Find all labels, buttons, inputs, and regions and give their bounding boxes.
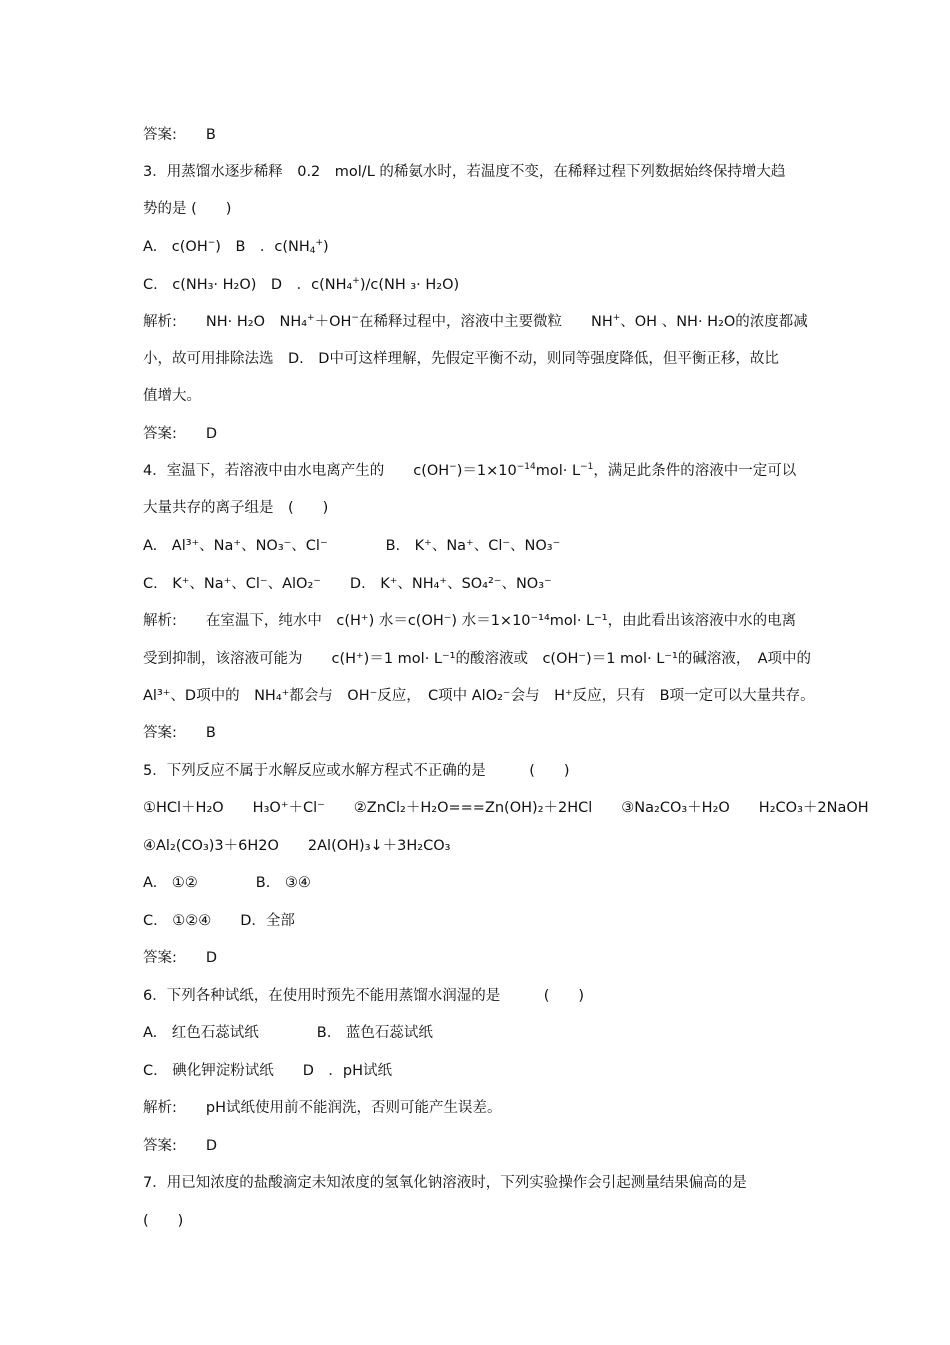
explanation-text: 值增大。 [143, 388, 201, 404]
superscript: −14 [516, 462, 536, 472]
question-4-stem-cont [143, 498, 328, 518]
question-4-explanation-cont [143, 649, 811, 669]
question-6-stem [143, 986, 584, 1006]
question-5-equations-cont [143, 836, 450, 856]
question-text: )＝1×10 [456, 463, 517, 479]
question-3-explanation-cont [143, 349, 779, 369]
question-4-explanation [143, 611, 796, 631]
answer-text: 答案: B [143, 127, 216, 143]
option-text: A. c(OH [143, 239, 208, 255]
option-text: A. ①② B. ③④ [143, 875, 311, 891]
option-text: )/c(NH ₃· H₂O) [359, 277, 460, 293]
superscript: − [351, 313, 359, 323]
option-text: A. Al³⁺、Na⁺、NO₃⁻、Cl⁻ B. K⁺、Na⁺、Cl⁻、NO₃⁻ [143, 538, 561, 554]
question-4-explanation-cont2 [143, 686, 815, 706]
option-text: ) [323, 239, 329, 255]
question-4-stem [143, 461, 796, 481]
question-6-options-cd [143, 1061, 392, 1081]
question-text: ，满足此条件的溶液中一定可以 [593, 463, 797, 479]
equation-text: ④Al₂(CO₃)3＋6H2O 2Al(OH)₃↓＋3H₂CO₃ [143, 838, 451, 854]
question-5-options-cd [143, 911, 295, 931]
question-3-explanation [143, 312, 808, 332]
question-3-answer [143, 424, 217, 444]
superscript: + [315, 238, 324, 248]
explanation-text: 、OH 、NH· H₂O的浓度都减 [620, 314, 808, 330]
question-4-answer [143, 723, 216, 743]
answer-text: 答案: D [143, 950, 218, 966]
question-7-stem [143, 1173, 747, 1193]
superscript: −1 [580, 462, 594, 472]
question-5-equations [143, 798, 869, 818]
question-4-options-ab [143, 536, 560, 556]
question-7-stem-cont [143, 1211, 183, 1231]
explanation-text: 解析: 在室温下，纯水中 c(H⁺) 水＝c(OH⁻) 水＝1×10⁻¹⁴mol· L⁻¹，由此看出该溶液中水的电离 [143, 613, 797, 629]
question-5-answer [143, 948, 217, 968]
question-text: 势的是 ( ) [143, 201, 232, 217]
question-text: 3．用蒸馏水逐步稀释 0.2 mol/L 的稀氨水时，若温度不变，在稀释过程下列数据始终保持增大趋 [143, 164, 786, 180]
option-text: C. ①②④ D．全部 [143, 913, 295, 929]
explanation-text: ＋OH [314, 314, 352, 330]
answer-text: 答案: D [143, 426, 218, 442]
question-text: 5．下列反应不属于水解反应或水解方程式不正确的是 ( ) [143, 763, 570, 779]
explanation-text: Al³⁺、D项中的 NH₄⁺都会与 OH⁻反应， C项中 AlO₂⁻会与 H⁺反应，只有 B项一定可以大量共存。 [143, 688, 815, 704]
question-3-options-ab: A. c(OH−) B ．$c(NH_4^+)$ [143, 238, 329, 256]
explanation-text: 小，故可用排除法选 D. D中可这样理解，先假定平衡不动，则同等强度降低，但平衡正移，故比 [143, 351, 779, 367]
option-text: C. 碘化钾淀粉试纸 D ．pH试纸 [143, 1063, 393, 1079]
question-6-options-ab [143, 1023, 433, 1043]
superscript: − [207, 238, 216, 248]
answer-line [143, 125, 216, 145]
option-text: ) B ．c(NH [215, 239, 310, 255]
equation-text: ①HCl＋H₂O H₃O⁺＋Cl⁻ ②ZnCl₂＋H₂O===Zn(OH)₂＋2HCl ③Na₂CO₃＋H₂O H₂CO₃＋2NaOH [143, 800, 869, 816]
question-5-stem [143, 761, 570, 781]
superscript: − [449, 462, 457, 472]
question-text: 7．用已知浓度的盐酸滴定未知浓度的氢氧化钠溶液时，下列实验操作会引起测量结果偏高的是 [143, 1175, 747, 1191]
explanation-text: 受到抑制，该溶液可能为 c(H⁺)＝1 mol· L⁻¹的酸溶液或 c(OH⁻)＝1 mol· L⁻¹的碱溶液， A项中的 [143, 651, 812, 667]
question-3-explanation-cont2 [143, 386, 201, 406]
option-text: C. c(NH₃· H₂O) D ．c(NH₄ [143, 277, 353, 293]
superscript: + [612, 313, 621, 323]
superscript: + [307, 313, 315, 323]
option-text: C. K⁺、Na⁺、Cl⁻、AlO₂⁻ D. K⁺、NH₄⁺、SO₄²⁻、NO₃⁻ [143, 576, 552, 592]
answer-text: 答案: D [143, 1138, 218, 1154]
superscript: + [352, 276, 360, 286]
question-3-stem-cont [143, 199, 231, 219]
question-4-options-cd [143, 574, 552, 594]
option-text: A. 红色石蕊试纸 B. 蓝色石蕊试纸 [143, 1025, 433, 1041]
question-text: 6．下列各种试纸，在使用时预先不能用蒸馏水润湿的是 ( ) [143, 988, 585, 1004]
question-3-options-cd [143, 275, 459, 295]
question-text: mol· L [535, 463, 581, 479]
explanation-text: 在稀释过程中，溶液中主要微粒 NH [358, 314, 613, 330]
question-text: 大量共存的离子组是 ( ) [143, 500, 329, 516]
question-text: 4．室温下，若溶液中由水电离产生的 c(OH [143, 463, 450, 479]
question-6-answer [143, 1136, 217, 1156]
answer-text: 答案: B [143, 725, 216, 741]
question-3-stem [143, 162, 785, 182]
question-text: ( ) [143, 1213, 184, 1229]
question-6-explanation [143, 1098, 502, 1118]
explanation-text: 解析: pH试纸使用前不能润洗，否则可能产生误差。 [143, 1100, 502, 1116]
explanation-text: 解析: NH· H₂O NH₄ [143, 314, 308, 330]
question-5-options-ab [143, 873, 311, 893]
